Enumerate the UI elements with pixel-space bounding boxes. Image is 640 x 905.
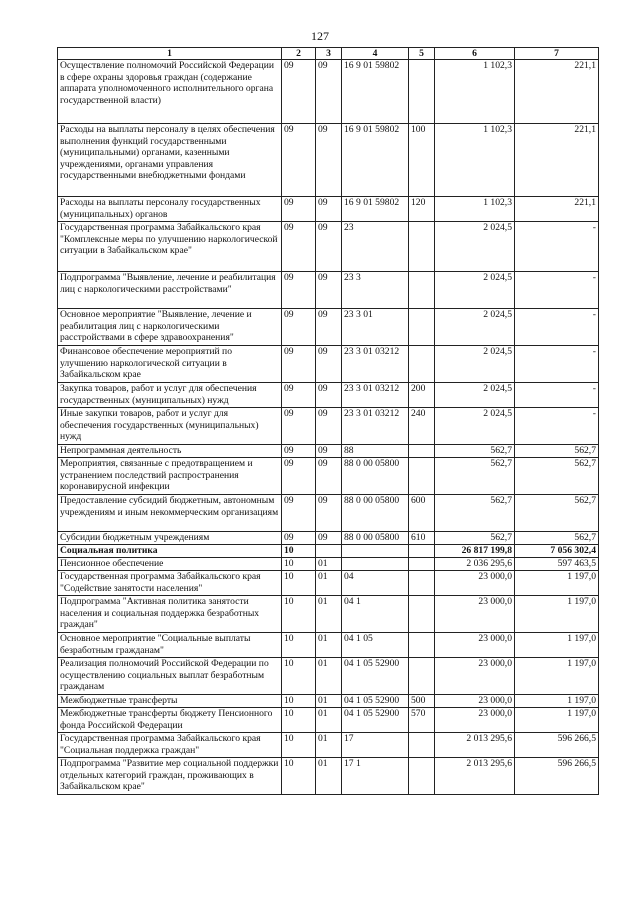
table-row [58,346,599,383]
table-body [58,60,599,795]
cell-subsection: 01 [316,658,342,695]
cell-amount-col7: - [515,222,599,272]
cell-name: Закупка товаров, работ и услуг для обеспечения государственных (муниципальных) нужд [58,383,282,408]
cell-amount-col6: 23 000,0 [435,596,515,633]
cell-amount-col6: 2 024,5 [435,383,515,408]
cell-amount-col7: - [515,383,599,408]
cell-subsection: 09 [316,383,342,408]
cell-section: 10 [282,733,316,758]
cell-target-article: 04 1 05 52900 [342,695,409,708]
cell-amount-col6: 2 036 295,6 [435,558,515,571]
cell-name: Реализация полномочий Российской Федерации по осуществлению социальных выплат безработным гражданам [58,658,282,695]
cell-section: 09 [282,383,316,408]
table-row [58,124,599,197]
cell-expense-type [409,596,435,633]
cell-amount-col7: - [515,272,599,309]
table-row [58,571,599,596]
table-row [58,695,599,708]
cell-target-article: 16 9 01 59802 [342,124,409,197]
cell-amount-col6: 562,7 [435,532,515,545]
cell-name: Предоставление субсидий бюджетным, автономным учреждениям и иным некоммерческим организациям [58,495,282,532]
cell-name: Подпрограмма "Развитие мер социальной поддержки отдельных категорий граждан, проживающих в Забайкальском крае" [58,758,282,795]
cell-expense-type: 600 [409,495,435,532]
cell-subsection: 01 [316,758,342,795]
cell-subsection: 09 [316,222,342,272]
table-row [58,458,599,495]
cell-expense-type [409,558,435,571]
cell-amount-col6: 2 024,5 [435,222,515,272]
table-row [58,445,599,458]
table-row [58,545,599,558]
cell-name: Непрограммная деятельность [58,445,282,458]
cell-target-article: 23 3 [342,272,409,309]
cell-section: 09 [282,445,316,458]
cell-expense-type [409,571,435,596]
cell-name: Осуществление полномочий Российской Федерации в сфере охраны здоровья граждан (содержание аппарата уполномоченного исполнительного органа государственной власти) [58,60,282,124]
cell-subsection: 09 [316,495,342,532]
cell-subsection: 09 [316,197,342,222]
cell-subsection: 09 [316,408,342,445]
cell-subsection: 01 [316,596,342,633]
cell-amount-col6: 23 000,0 [435,571,515,596]
cell-section: 10 [282,695,316,708]
table-header-row [58,48,599,60]
cell-expense-type [409,545,435,558]
col-header-4: 4 [342,48,409,60]
cell-section: 09 [282,272,316,309]
cell-amount-col6: 26 817 199,8 [435,545,515,558]
cell-target-article: 23 [342,222,409,272]
cell-subsection: 09 [316,458,342,495]
cell-amount-col7: 562,7 [515,495,599,532]
cell-section: 10 [282,758,316,795]
cell-name: Подпрограмма "Активная политика занятости населения и социальная поддержка безработных граждан" [58,596,282,633]
cell-target-article: 23 3 01 03212 [342,383,409,408]
cell-amount-col6: 1 102,3 [435,60,515,124]
cell-name: Пенсионное обеспечение [58,558,282,571]
cell-target-article: 04 [342,571,409,596]
cell-amount-col6: 2 013 295,6 [435,758,515,795]
cell-target-article [342,545,409,558]
cell-amount-col6: 562,7 [435,445,515,458]
cell-expense-type: 500 [409,695,435,708]
cell-section: 09 [282,222,316,272]
cell-expense-type: 240 [409,408,435,445]
cell-section: 09 [282,309,316,346]
cell-expense-type [409,658,435,695]
cell-expense-type [409,733,435,758]
cell-name: Расходы на выплаты персоналу в целях обеспечения выполнения функций государственными (муниципальными) органами, казенными учреждениями, органами управления государственными внебюджетными фондами [58,124,282,197]
cell-amount-col7: 221,1 [515,60,599,124]
table-row [58,532,599,545]
cell-expense-type [409,458,435,495]
table-row [58,197,599,222]
cell-expense-type: 610 [409,532,435,545]
cell-amount-col7: 597 463,5 [515,558,599,571]
table-row [58,633,599,658]
cell-amount-col7: 562,7 [515,445,599,458]
cell-amount-col7: 1 197,0 [515,695,599,708]
cell-section: 10 [282,545,316,558]
cell-section: 10 [282,633,316,658]
cell-name: Государственная программа Забайкальского края "Содействие занятости населения" [58,571,282,596]
col-header-6: 6 [435,48,515,60]
cell-target-article: 88 [342,445,409,458]
cell-amount-col7: 1 197,0 [515,571,599,596]
cell-expense-type [409,60,435,124]
cell-amount-col6: 2 024,5 [435,309,515,346]
table-row [58,733,599,758]
col-header-2: 2 [282,48,316,60]
cell-amount-col6: 2 024,5 [435,272,515,309]
cell-name: Расходы на выплаты персоналу государственных (муниципальных) органов [58,197,282,222]
cell-amount-col7: 1 197,0 [515,596,599,633]
cell-name: Межбюджетные трансферты бюджету Пенсионного фонда Российской Федерации [58,708,282,733]
cell-amount-col6: 23 000,0 [435,633,515,658]
cell-subsection: 01 [316,733,342,758]
cell-name: Финансовое обеспечение мероприятий по улучшению наркологической ситуации в Забайкальском крае [58,346,282,383]
col-header-5: 5 [409,48,435,60]
page-number: 127 [311,29,329,43]
table-row [58,495,599,532]
cell-amount-col6: 23 000,0 [435,708,515,733]
cell-subsection: 01 [316,571,342,596]
cell-amount-col6: 23 000,0 [435,695,515,708]
cell-target-article: 16 9 01 59802 [342,197,409,222]
cell-expense-type: 120 [409,197,435,222]
table-row [58,222,599,272]
table-row [58,408,599,445]
cell-name: Иные закупки товаров, работ и услуг для обеспечения государственных (муниципальных) нужд [58,408,282,445]
cell-name: Государственная программа Забайкальского края "Социальная поддержка граждан" [58,733,282,758]
budget-table [57,47,599,795]
cell-section: 09 [282,408,316,445]
cell-target-article: 23 3 01 03212 [342,408,409,445]
cell-target-article: 04 1 05 [342,633,409,658]
table-row [58,60,599,124]
table-row [58,272,599,309]
cell-subsection: 09 [316,346,342,383]
cell-subsection: 09 [316,124,342,197]
cell-name: Мероприятия, связанные с предотвращением и устранением последствий распространения коронавирусной инфекции [58,458,282,495]
cell-expense-type: 570 [409,708,435,733]
cell-expense-type [409,222,435,272]
cell-name: Государственная программа Забайкальского края "Комплексные меры по улучшению наркологической ситуации в Забайкальском крае" [58,222,282,272]
cell-amount-col6: 2 024,5 [435,408,515,445]
cell-expense-type [409,272,435,309]
cell-target-article: 17 1 [342,758,409,795]
cell-name: Основное мероприятие "Выявление, лечение и реабилитация лиц с наркологическими расстройствами в сфере здравоохранения" [58,309,282,346]
cell-section: 09 [282,124,316,197]
cell-amount-col7: 1 197,0 [515,658,599,695]
cell-amount-col7: 7 056 302,4 [515,545,599,558]
cell-target-article: 23 3 01 03212 [342,346,409,383]
cell-name: Межбюджетные трансферты [58,695,282,708]
cell-subsection: 01 [316,558,342,571]
table-row [58,596,599,633]
cell-subsection: 01 [316,633,342,658]
cell-subsection: 01 [316,708,342,733]
cell-subsection: 09 [316,445,342,458]
cell-subsection [316,545,342,558]
cell-section: 09 [282,346,316,383]
table-row [58,758,599,795]
col-header-7: 7 [515,48,599,60]
cell-subsection: 01 [316,695,342,708]
table-row [58,383,599,408]
table-row [58,658,599,695]
cell-target-article: 04 1 [342,596,409,633]
cell-amount-col6: 1 102,3 [435,124,515,197]
cell-amount-col7: 562,7 [515,532,599,545]
cell-subsection: 09 [316,309,342,346]
cell-amount-col7: - [515,346,599,383]
cell-amount-col6: 23 000,0 [435,658,515,695]
table-row [58,309,599,346]
cell-target-article: 16 9 01 59802 [342,60,409,124]
cell-amount-col7: - [515,309,599,346]
cell-section: 10 [282,558,316,571]
cell-target-article: 04 1 05 52900 [342,658,409,695]
cell-target-article: 88 0 00 05800 [342,458,409,495]
cell-expense-type [409,346,435,383]
cell-amount-col7: 596 266,5 [515,758,599,795]
cell-section: 09 [282,458,316,495]
cell-expense-type: 200 [409,383,435,408]
cell-subsection: 09 [316,272,342,309]
cell-amount-col7: 221,1 [515,124,599,197]
cell-amount-col7: 1 197,0 [515,708,599,733]
cell-amount-col6: 2 024,5 [435,346,515,383]
cell-section: 10 [282,596,316,633]
cell-target-article: 04 1 05 52900 [342,708,409,733]
cell-section: 10 [282,571,316,596]
cell-expense-type [409,445,435,458]
cell-expense-type [409,758,435,795]
cell-target-article: 17 [342,733,409,758]
cell-target-article: 88 0 00 05800 [342,495,409,532]
cell-amount-col7: 562,7 [515,458,599,495]
cell-subsection: 09 [316,532,342,545]
cell-amount-col6: 562,7 [435,495,515,532]
cell-amount-col7: 221,1 [515,197,599,222]
cell-section: 10 [282,708,316,733]
cell-expense-type [409,633,435,658]
cell-name: Социальная политика [58,545,282,558]
cell-section: 09 [282,197,316,222]
cell-section: 09 [282,495,316,532]
cell-section: 10 [282,658,316,695]
col-header-1: 1 [58,48,282,60]
cell-amount-col6: 2 013 295,6 [435,733,515,758]
cell-amount-col6: 562,7 [435,458,515,495]
cell-amount-col7: - [515,408,599,445]
cell-target-article: 88 0 00 05800 [342,532,409,545]
col-header-3: 3 [316,48,342,60]
cell-amount-col6: 1 102,3 [435,197,515,222]
cell-name: Субсидии бюджетным учреждениям [58,532,282,545]
cell-section: 09 [282,60,316,124]
table-row [58,708,599,733]
cell-subsection: 09 [316,60,342,124]
cell-target-article: 23 3 01 [342,309,409,346]
cell-amount-col7: 1 197,0 [515,633,599,658]
cell-amount-col7: 596 266,5 [515,733,599,758]
table-row [58,558,599,571]
cell-expense-type [409,309,435,346]
cell-name: Подпрограмма "Выявление, лечение и реабилитация лиц с наркологическими расстройствами" [58,272,282,309]
cell-target-article [342,558,409,571]
cell-section: 09 [282,532,316,545]
cell-expense-type: 100 [409,124,435,197]
cell-name: Основное мероприятие "Социальные выплаты безработным гражданам" [58,633,282,658]
